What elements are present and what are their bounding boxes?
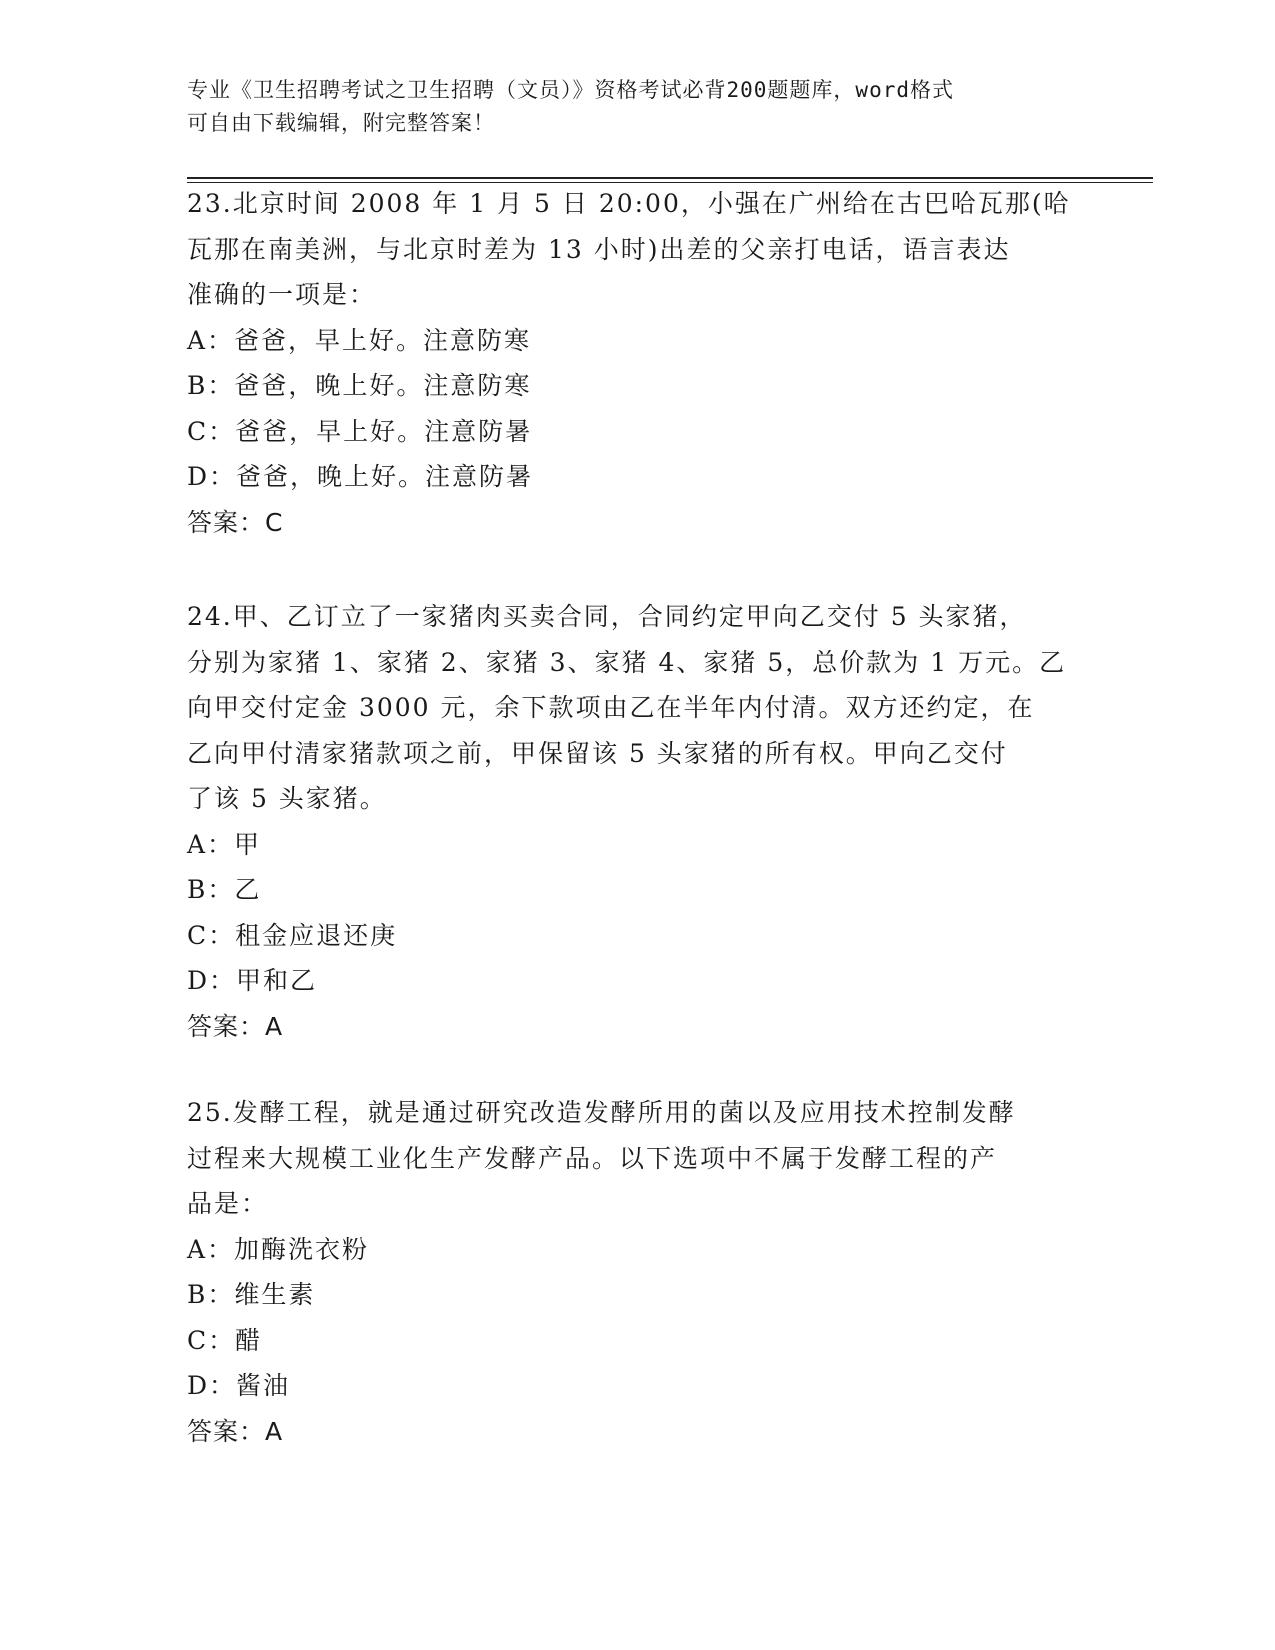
stem-line: 了该 5 头家猪。 [187, 784, 387, 813]
answer-line: 答案：A [187, 1011, 284, 1041]
option-b: B：维生素 [187, 1280, 316, 1309]
option-c: C：醋 [187, 1325, 263, 1355]
stem-line: 25.发酵工程，就是通过研究改造发酵所用的菌以及应用技术控制发酵 [187, 1098, 1016, 1127]
stem-line: 24.甲、乙订立了一家猪肉买卖合同，合同约定甲向乙交付 5 头家猪， [187, 602, 1027, 631]
stem-line: 乙向甲付清家猪款项之前，甲保留该 5 头家猪的所有权。甲向乙交付 [187, 738, 1008, 768]
question-stem [187, 594, 1087, 822]
answer-line: 答案：C [187, 507, 284, 537]
option-a: A：甲 [187, 829, 262, 859]
option-a: A：爸爸，早上好。注意防寒 [187, 325, 532, 355]
question-stem [187, 1090, 1087, 1227]
stem-line: 准确的一项是： [187, 280, 377, 309]
option-b: B：乙 [187, 875, 262, 904]
option-d: D：酱油 [187, 1371, 291, 1400]
option-c: C：爸爸，早上好。注意防暑 [187, 416, 533, 446]
header-line: 专业《卫生招聘考试之卫生招聘（文员）》资格考试必背200题题库，word格式 [187, 78, 954, 102]
stem-line: 品是： [187, 1189, 269, 1218]
header-divider [187, 177, 1153, 179]
header-line: 可自由下载编辑，附完整答案！ [187, 111, 495, 135]
answer-line: 答案：A [187, 1416, 284, 1446]
stem-line: 分别为家猪 1、家猪 2、家猪 3、家猪 4、家猪 5，总价款为 1 万元。乙 [187, 647, 1067, 677]
question-24 [187, 594, 1087, 1049]
stem-line: 23.北京时间 2008 年 1 月 5 日 20:00，小强在广州给在古巴哈瓦那(哈 [187, 189, 1071, 218]
option-a: A：加酶洗衣粉 [187, 1234, 370, 1264]
option-d: D：甲和乙 [187, 966, 318, 995]
stem-line: 过程来大规模工业化生产发酵产品。以下选项中不属于发酵工程的产 [187, 1143, 998, 1173]
option-c: C：租金应退还庚 [187, 920, 398, 950]
option-b: B：爸爸，晚上好。注意防寒 [187, 371, 532, 400]
question-stem [187, 181, 1087, 318]
question-23 [187, 181, 1087, 545]
document-header [187, 74, 1067, 140]
question-25 [187, 1090, 1087, 1454]
stem-line: 向甲交付定金 3000 元，余下款项由乙在半年内付清。双方还约定，在 [187, 693, 1035, 722]
stem-line: 瓦那在南美洲，与北京时差为 13 小时)出差的父亲打电话，语言表达 [187, 234, 1011, 264]
option-d: D：爸爸，晚上好。注意防暑 [187, 462, 534, 491]
